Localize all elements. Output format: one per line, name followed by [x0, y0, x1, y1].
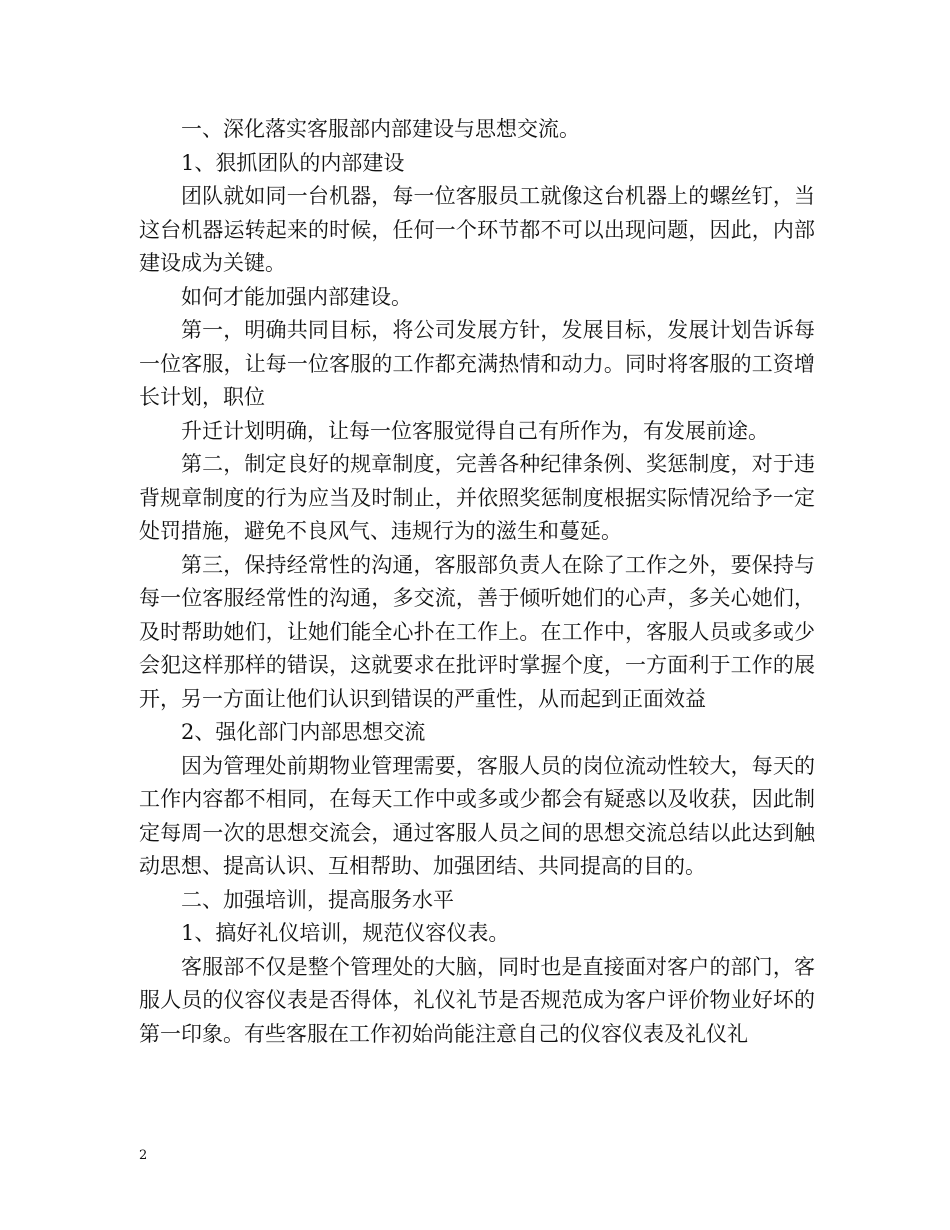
body-paragraph: 因为管理处前期物业管理需要，客服人员的岗位流动性较大，每天的工作内容都不相同，在每天工作中或多或少都会有疑惑以及收获，因此制定每周一次的思想交流会，通过客服人员之间的思想交流总结以此达到触动思想、提高认识、互相帮助、加强团结、共同提高的目的。 — [139, 753, 815, 878]
document-body — [139, 113, 815, 1051]
body-paragraph: 团队就如同一台机器，每一位客服员工就像这台机器上的螺丝钉，当这台机器运转起来的时候，任何一个环节都不可以出现问题，因此，内部建设成为关键。 — [139, 184, 815, 275]
body-paragraph: 第一，明确共同目标，将公司发展方针，发展目标，发展计划告诉每一位客服，让每一位客服的工作都充满热情和动力。同时将客服的工资增长计划，职位 — [139, 318, 815, 409]
subsection-heading: 1、狠抓团队的内部建设 — [181, 150, 405, 175]
section-heading: 一、深化落实客服部内部建设与思想交流。 — [181, 117, 580, 141]
body-paragraph: 第三，保持经常性的沟通，客服部负责人在除了工作之外，要保持与每一位客服经常性的沟通，多交流，善于倾听她们的心声，多关心她们，及时帮助她们，让她们能全心扑在工作上。在工作中，客服人员或多或少会犯这样那样的错误，这就要求在批评时掌握个度，一方面利于工作的展开，另一方面让他们认识到错误的严重性，从而起到正面效益 — [139, 552, 815, 711]
body-paragraph: 第二，制定良好的规章制度，完善各种纪律条例、奖惩制度，对于违背规章制度的行为应当及时制止，并依照奖惩制度根据实际情况给予一定处罚措施，避免不良风气、违规行为的滋生和蔓延。 — [139, 452, 815, 543]
body-paragraph: 升迁计划明确，让每一位客服觉得自己有所作为，有发展前途。 — [181, 418, 769, 443]
body-paragraph: 客服部不仅是整个管理处的大脑，同时也是直接面对客户的部门，客服人员的仪容仪表是否得体，礼仪礼节是否规范成为客户评价物业好坏的第一印象。有些客服在工作初始尚能注意自己的仪容仪表及礼仪礼 — [139, 954, 815, 1046]
subsection-heading: 2、强化部门内部思想交流 — [181, 720, 426, 744]
subsection-heading: 1、搞好礼仪培训，规范仪容仪表。 — [181, 921, 510, 945]
body-paragraph: 如何才能加强内部建设。 — [181, 284, 412, 309]
section-heading: 二、加强培训，提高服务水平 — [181, 887, 454, 912]
page-number: 2 — [139, 1148, 148, 1163]
